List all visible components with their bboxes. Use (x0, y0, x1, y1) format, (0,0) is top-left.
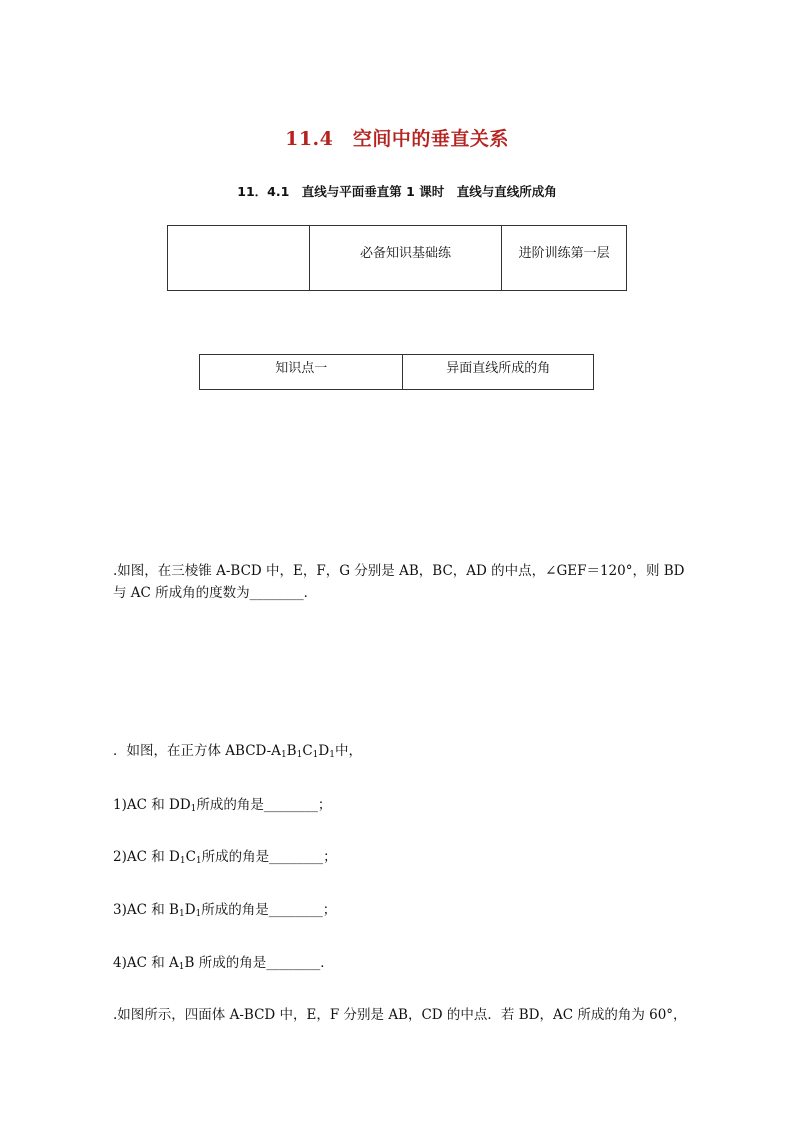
knowledge-point-label: 知识点一 (200, 355, 403, 390)
page-title: 11.4 空间中的垂直关系 (285, 128, 509, 150)
practice-table-basic-cell: 必备知识基础练 (309, 226, 502, 291)
section-subtitle: 11．4.1 直线与平面垂直第 1 课时 直线与直线所成角 (237, 184, 557, 199)
practice-level-table (167, 225, 627, 291)
question-1-line-2: 与 AC 所成角的度数为________． (113, 585, 318, 601)
question-2-part-2: 2)AC 和 $D_1C_1$所成的角是________； (113, 849, 337, 866)
question-1-line-1: .如图，在三棱锥 A-BCD 中，E，F，G 分别是 AB，BC，AD 的中点，∠GEF＝120°，则 BD (113, 563, 685, 579)
question-2-part-3: 3)AC 和 $B_1D_1$所成的角是________； (113, 902, 337, 919)
practice-table-advanced-cell: 进阶训练第一层 (502, 226, 627, 291)
question-2-intro: ．如图，在正方体 ABCD-$A_1B_1C_1D_1$中， (113, 743, 362, 760)
question-2-part-4: 4)AC 和 $A_1B$ 所成的角是________． (113, 955, 334, 972)
question-2-part-1: 1)AC 和 $DD_1$所成的角是________； (113, 797, 332, 814)
knowledge-point-table (199, 354, 594, 390)
knowledge-point-topic: 异面直线所成的角 (403, 355, 594, 390)
practice-table-empty-cell (168, 226, 310, 291)
question-3-line-1: .如图所示，四面体 A-BCD 中，E，F 分别是 AB，CD 的中点．若 BD，AC 所成的角为 60°， (113, 1007, 687, 1023)
